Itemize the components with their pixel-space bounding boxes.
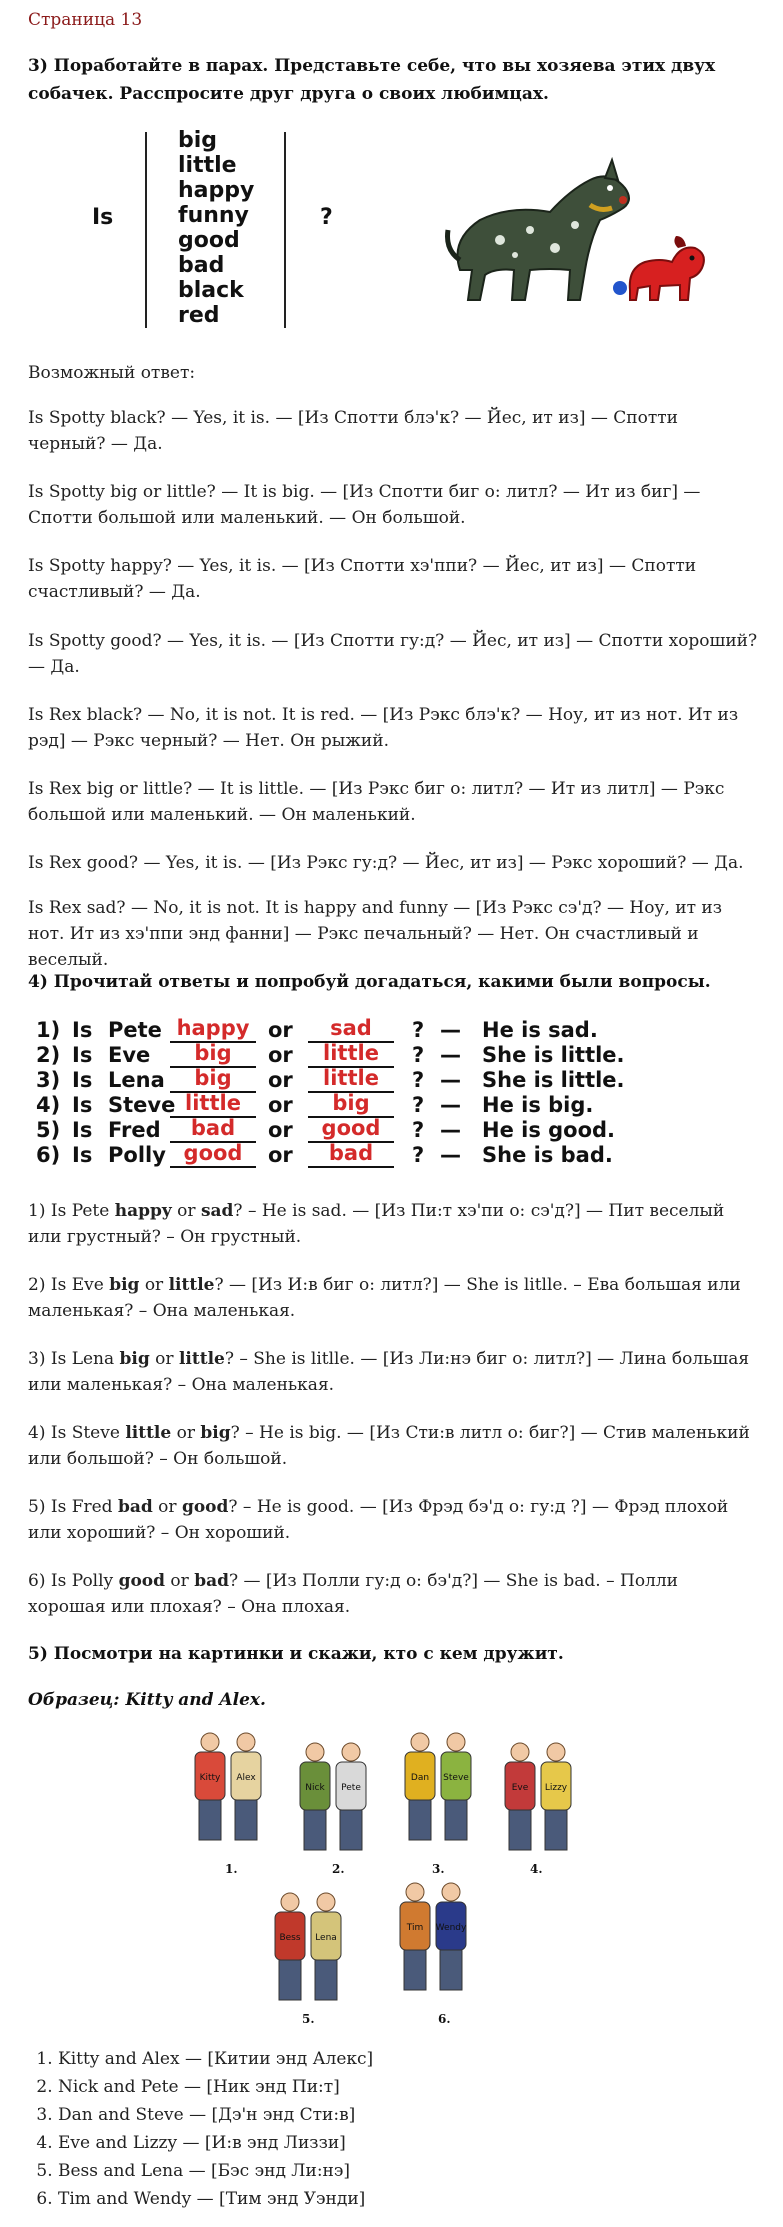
exercise-or: or bbox=[268, 1043, 293, 1067]
picture-caption: 2. bbox=[332, 1862, 345, 1876]
friend-figure bbox=[336, 1743, 366, 1850]
table-word-red: red bbox=[178, 303, 220, 328]
exercise-blank-1 bbox=[170, 1043, 256, 1068]
table-word-little: little bbox=[178, 153, 237, 178]
table-word-list bbox=[178, 128, 254, 328]
exercise-blank-1 bbox=[170, 1093, 256, 1118]
exercise-fill-2: big bbox=[332, 1091, 370, 1115]
table-word-big: big bbox=[178, 128, 218, 153]
exercise-blank-2 bbox=[308, 1118, 394, 1143]
picture-caption: 6. bbox=[438, 2012, 451, 2026]
exercise-fill-2: bad bbox=[328, 1141, 374, 1165]
bold-word: sad bbox=[200, 1201, 234, 1221]
friend-name-label: Eve bbox=[511, 1783, 529, 1793]
dogs-illustration bbox=[440, 150, 710, 310]
bold-word: little bbox=[178, 1349, 225, 1369]
exercise-fill-1: bad bbox=[190, 1116, 236, 1140]
table-word-funny: funny bbox=[178, 203, 249, 228]
bold-word: good bbox=[181, 1497, 229, 1517]
friend-name-label: Pete bbox=[341, 1783, 361, 1793]
exercise-or: or bbox=[268, 1068, 293, 1092]
page-title: Страница 13 bbox=[28, 10, 143, 30]
exercise-dash: — bbox=[440, 1143, 461, 1167]
exercise-question-mark: ? bbox=[412, 1093, 425, 1117]
answers-label: Возможный ответ: bbox=[28, 363, 196, 383]
task4-heading: 4) Прочитай ответы и попробуй догадаться, какими были вопросы. bbox=[28, 972, 711, 992]
exercise-question-mark: ? bbox=[412, 1018, 425, 1042]
table-word-black: black bbox=[178, 278, 244, 303]
exercise-name: Steve bbox=[108, 1093, 176, 1117]
task3-answer-5: Is Rex black? — No, it is not. It is red. — [Из Рэкс блэ'к? — Ноу, ит из нот. Ит из рэд] — Рэкс черный? — Нет. Он рыжий. bbox=[28, 705, 739, 751]
exercise-fill-1: little bbox=[185, 1091, 241, 1115]
friends-illustration bbox=[180, 1728, 600, 2028]
bold-word: happy bbox=[114, 1201, 172, 1221]
friend-name-label: Nick bbox=[305, 1783, 325, 1793]
exercise-name: Polly bbox=[108, 1143, 166, 1167]
rex-dog-image bbox=[613, 236, 704, 300]
exercise-fill-2: sad bbox=[330, 1016, 372, 1040]
table-word-happy: happy bbox=[178, 178, 255, 203]
exercise-fill-2: little bbox=[323, 1041, 379, 1065]
exercise-fill-1: good bbox=[183, 1141, 243, 1165]
exercise-is: Is bbox=[72, 1118, 93, 1142]
table-word-bad: bad bbox=[178, 253, 225, 278]
exercise-answer: He is sad. bbox=[482, 1018, 598, 1042]
friend-name-label: Dan bbox=[410, 1773, 430, 1783]
exercise-answer: He is good. bbox=[482, 1118, 616, 1142]
friend-name-label: Bess bbox=[279, 1933, 301, 1943]
bold-word: bad bbox=[117, 1497, 153, 1517]
exercise-blank-2 bbox=[308, 1143, 394, 1168]
friend-name-label: Kitty bbox=[199, 1773, 221, 1783]
exercise-fill-1: happy bbox=[176, 1016, 250, 1040]
friend-figure bbox=[311, 1893, 341, 2000]
task4-answer-1: 1) Is Pete happy or sad? – He is sad. — [Из Пи:т хэ'пи о: сэ'д?] — Пит веселый или грустный? – Он грустный. bbox=[28, 1201, 725, 1247]
picture-caption: 3. bbox=[432, 1862, 445, 1876]
exercise-name: Fred bbox=[108, 1118, 161, 1142]
task3-answer-7: Is Rex good? — Yes, it is. — [Из Рэкс гу:д? — Йес, ит из] — Рэкс хороший? — Да. bbox=[28, 853, 744, 873]
friend-figure bbox=[405, 1733, 435, 1840]
exercise-answer: He is big. bbox=[482, 1093, 594, 1117]
exercise-question-mark: ? bbox=[412, 1118, 425, 1142]
exercise-question-mark: ? bbox=[412, 1143, 425, 1167]
task3-answer-8: Is Rex sad? — No, it is not. It is happy and funny — [Из Рэкс сэ'д? — Ноу, ит из нот. Ит из хэ'ппи энд фанни] — Рэкс печальный? — Нет. Он счастливый и веселый. bbox=[28, 898, 722, 970]
exercise-blank-1 bbox=[170, 1068, 256, 1093]
exercise-blank-1 bbox=[170, 1143, 256, 1168]
exercise-dash: — bbox=[440, 1043, 461, 1067]
task3-answer-4: Is Spotty good? — Yes, it is. — [Из Спотти гу:д? — Йес, ит из] — Спотти хороший? — Да. bbox=[28, 631, 758, 677]
friends-list-item: 5. Bess and Lena — [Бэс энд Ли:нэ] bbox=[58, 2157, 373, 2185]
exercise-question-mark: ? bbox=[412, 1043, 425, 1067]
bold-word: little bbox=[125, 1423, 172, 1443]
friend-figure bbox=[505, 1743, 535, 1850]
friend-figure bbox=[400, 1883, 430, 1990]
exercise-answer: She is little. bbox=[482, 1068, 625, 1092]
exercise-blank-2 bbox=[308, 1018, 394, 1043]
exercise-or: or bbox=[268, 1018, 293, 1042]
friend-name-label: Alex bbox=[236, 1773, 256, 1783]
friend-name-label: Tim bbox=[406, 1923, 424, 1933]
exercise-is: Is bbox=[72, 1143, 93, 1167]
exercise-or: or bbox=[268, 1118, 293, 1142]
friend-name-label: Lena bbox=[315, 1933, 337, 1943]
table-is: Is bbox=[92, 205, 114, 230]
exercise-num: 5) bbox=[36, 1118, 61, 1142]
exercise-num: 3) bbox=[36, 1068, 61, 1092]
exercise-is: Is bbox=[72, 1068, 93, 1092]
exercise-blank-2 bbox=[308, 1043, 394, 1068]
table-left-line bbox=[145, 132, 147, 328]
exercise-fill-1: big bbox=[194, 1041, 232, 1065]
exercise-num: 4) bbox=[36, 1093, 61, 1117]
picture-caption: 4. bbox=[530, 1862, 543, 1876]
friend-name-label: Lizzy bbox=[544, 1783, 568, 1793]
friend-figure bbox=[231, 1733, 261, 1840]
task3-answer-2: Is Spotty big or little? — It is big. — [Из Спотти биг о: литл? — Ит из биг] — Спотти большой или маленький. — Он большой. bbox=[28, 482, 701, 528]
friend-figure bbox=[300, 1743, 330, 1850]
exercise-dash: — bbox=[440, 1068, 461, 1092]
exercise-is: Is bbox=[72, 1043, 93, 1067]
exercise-or: or bbox=[268, 1143, 293, 1167]
exercise-num: 1) bbox=[36, 1018, 61, 1042]
exercise-is: Is bbox=[72, 1093, 93, 1117]
exercise-fill-1: big bbox=[194, 1066, 232, 1090]
friend-figure bbox=[275, 1893, 305, 2000]
exercise-dash: — bbox=[440, 1118, 461, 1142]
exercise-num: 2) bbox=[36, 1043, 61, 1067]
exercise-is: Is bbox=[72, 1018, 93, 1042]
task5-sample: Образец: Kitty and Alex. bbox=[28, 1690, 266, 1710]
task4-answer-5: 5) Is Fred bad or good? – He is good. — [Из Фрэд бэ'д о: гу:д ?] — Фрэд плохой или хороший? – Он хороший. bbox=[28, 1497, 729, 1543]
friend-figure bbox=[541, 1743, 571, 1850]
bold-word: big bbox=[109, 1275, 140, 1295]
picture-caption: 1. bbox=[225, 1862, 238, 1876]
friends-list-item: 1. Kitty and Alex — [Китии энд Алекс] bbox=[58, 2045, 373, 2073]
exercise-or: or bbox=[268, 1093, 293, 1117]
table-word-good: good bbox=[178, 228, 240, 253]
task4-answer-3: 3) Is Lena big or little? – She is litlle. — [Из Ли:нэ биг о: литл?] — Лина большая или маленькая? – Она маленькая. bbox=[28, 1349, 750, 1395]
task3-heading: 3) Поработайте в парах. Представьте себе, что вы хозяева этих двух собачек. Расспросите друг друга о своих любимцах. bbox=[28, 56, 716, 104]
task3-answer-6: Is Rex big or little? — It is little. — [Из Рэкс биг о: литл? — Ит из литл] — Рэкс большой или маленький. — Он маленький. bbox=[28, 779, 725, 825]
friend-figure bbox=[441, 1733, 471, 1840]
table-right-line bbox=[284, 132, 286, 328]
friends-list-item: 3. Dan and Steve — [Дэ'н энд Сти:в] bbox=[58, 2101, 373, 2129]
task5-heading: 5) Посмотри на картинки и скажи, кто с кем дружит. bbox=[28, 1644, 564, 1664]
friend-figure bbox=[195, 1733, 225, 1840]
exercise-answer: She is bad. bbox=[482, 1143, 613, 1167]
friends-list-item: 2. Nick and Pete — [Ник энд Пи:т] bbox=[58, 2073, 373, 2101]
exercise-num: 6) bbox=[36, 1143, 61, 1167]
exercise-name: Lena bbox=[108, 1068, 165, 1092]
exercise-fill-2: little bbox=[323, 1066, 379, 1090]
bold-word: bad bbox=[194, 1571, 229, 1591]
exercise-blank-1 bbox=[170, 1118, 256, 1143]
bold-word: big bbox=[200, 1423, 231, 1443]
friends-list-item: 6. Tim and Wendy — [Тим энд Уэнди] bbox=[58, 2185, 373, 2213]
bold-word: little bbox=[168, 1275, 215, 1295]
exercise-question-mark: ? bbox=[412, 1068, 425, 1092]
friends-list bbox=[40, 2045, 373, 2213]
picture-caption: 5. bbox=[302, 2012, 315, 2026]
table-question-mark: ? bbox=[320, 205, 333, 230]
exercise-dash: — bbox=[440, 1018, 461, 1042]
exercise-answer: She is little. bbox=[482, 1043, 625, 1067]
task3-answer-3: Is Spotty happy? — Yes, it is. — [Из Спотти хэ'ппи? — Йес, ит из] — Спотти счастливый? — Да. bbox=[28, 556, 697, 602]
exercise-fill-2: good bbox=[321, 1116, 381, 1140]
friends-list-item: 4. Eve and Lizzy — [И:в энд Лиззи] bbox=[58, 2129, 373, 2157]
exercise-name: Eve bbox=[108, 1043, 151, 1067]
task4-answer-2: 2) Is Eve big or little? — [Из И:в биг о: литл?] — She is litlle. – Ева большая или маленькая? – Она маленькая. bbox=[28, 1275, 741, 1321]
exercise-blank-2 bbox=[308, 1068, 394, 1093]
task4-answer-6: 6) Is Polly good or bad? — [Из Полли гу:д о: бэ'д?] — She is bad. – Полли хорошая или плохая? – Она плохая. bbox=[28, 1571, 678, 1617]
spotty-dog-image bbox=[448, 160, 630, 300]
bold-word: good bbox=[118, 1571, 166, 1591]
task3-answer-1: Is Spotty black? — Yes, it is. — [Из Спотти блэ'к? — Йес, ит из] — Спотти черный? — Да. bbox=[28, 408, 678, 454]
friend-figure bbox=[436, 1883, 467, 1990]
exercise-dash: — bbox=[440, 1093, 461, 1117]
friend-name-label: Steve bbox=[443, 1773, 469, 1783]
bold-word: big bbox=[119, 1349, 150, 1369]
exercise-blank-2 bbox=[308, 1093, 394, 1118]
task4-answer-4: 4) Is Steve little or big? – He is big. — [Из Сти:в литл о: биг?] — Стив маленький или большой? – Он большой. bbox=[28, 1423, 750, 1469]
exercise-blank-1 bbox=[170, 1018, 256, 1043]
friend-name-label: Wendy bbox=[435, 1923, 467, 1933]
exercise-name: Pete bbox=[108, 1018, 162, 1042]
